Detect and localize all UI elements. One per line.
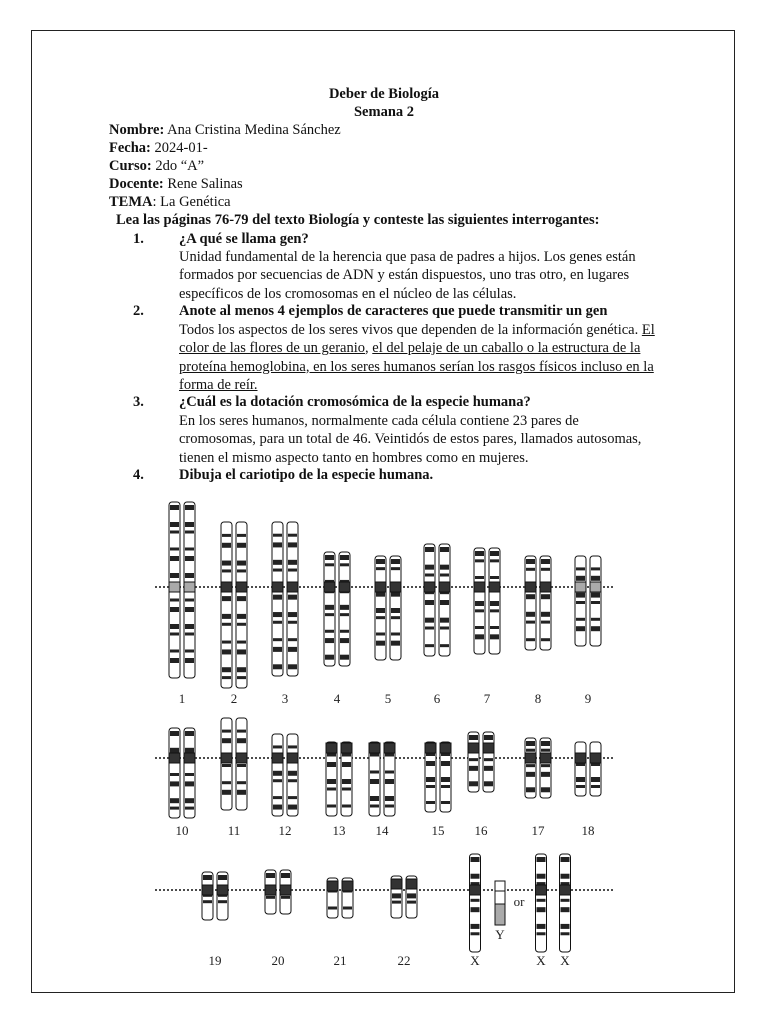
chromosome-label: 16 [474, 823, 488, 838]
chromosome-label: 14 [375, 823, 389, 838]
chromatid [339, 552, 350, 666]
chromatid [540, 738, 551, 798]
field-label: Curso: [109, 158, 152, 174]
chromosome-label: 7 [483, 691, 491, 706]
chromatid [575, 742, 586, 796]
question-number: 4. [133, 467, 144, 483]
chromatid [265, 870, 276, 914]
chromosome-label: 5 [384, 691, 392, 706]
chromatid [341, 742, 352, 816]
question-number: 2. [133, 303, 144, 319]
chromatid [483, 732, 494, 792]
chromosome-label: 13 [332, 823, 346, 838]
field-label: Docente: [109, 176, 164, 192]
answer-text [179, 321, 659, 394]
chromatid [287, 734, 298, 816]
field-value: Ana Cristina Medina Sánchez [164, 122, 341, 138]
answer-text: En los seres humanos, normalmente cada célula contiene 23 pares de cromosomas, para un total de 46. Veintidós de estos pares, llamados autosomas, tienen el mismo aspecto tanto en hombres como en mujeres. [179, 413, 642, 466]
chromosome-label: 15 [431, 823, 445, 838]
chromatid [489, 548, 500, 654]
chromatid [280, 870, 291, 914]
field-value: Rene Salinas [163, 176, 243, 192]
chromatid [221, 522, 232, 688]
chromatid [324, 552, 335, 666]
answer-separator: , [365, 340, 373, 357]
chromosome-label: 9 [584, 691, 592, 706]
chromatid [169, 502, 180, 678]
chromatid [272, 734, 283, 816]
answer-underlined: El color de las flores de un geranio [179, 322, 655, 357]
field-value: 2024-01- [150, 140, 208, 156]
field-tema [109, 194, 231, 211]
chromatid-y [495, 881, 505, 925]
chromosome-label: 1 [178, 691, 186, 706]
chromosome-label: 19 [208, 953, 222, 968]
document-subtitle: Semana 2 [353, 104, 415, 120]
chromosome-label: 20 [271, 953, 285, 968]
answer-underlined: el del pelaje de un caballo o la estructura de la proteína hemoglobina, en los seres humanos serían los rasgos físicos incluso en la forma de reír. [179, 340, 654, 393]
field-curso [109, 158, 204, 175]
chromatid [169, 728, 180, 818]
chromosome-label: 4 [333, 691, 341, 706]
chromatid [560, 854, 571, 952]
instruction-text: Lea las páginas 76-79 del texto Biología y conteste las siguientes interrogantes: [116, 212, 600, 228]
chromatid [425, 742, 436, 812]
question-title: Dibuja el cariotipo de la especie humana. [179, 467, 434, 483]
chromatid [384, 742, 395, 816]
question-number: 3. [133, 394, 144, 410]
chromatid [474, 548, 485, 654]
answer-text: Unidad fundamental de la herencia que pasa de padres a hijos. Los genes están formados por secuencias de ADN y están dispuestos, uno tras otro, en lugares específicos de los cromosomas en el núcleo de las células. [179, 249, 636, 302]
chromatid [590, 556, 601, 646]
chromatid [184, 728, 195, 818]
chromatid [424, 544, 435, 656]
chromosome-label: 12 [278, 823, 292, 838]
field-docente [109, 176, 243, 193]
answer-plain: Todos los aspectos de los seres vivos que dependen de la información genética. [179, 322, 642, 338]
chromatid [327, 878, 338, 918]
field-label: Fecha: [109, 140, 151, 156]
field-label: Nombre: [109, 122, 165, 138]
chromatid [406, 876, 417, 918]
document-title: Deber de Biología [328, 86, 440, 102]
chromosome-label: 3 [281, 691, 289, 706]
or-label: or [513, 894, 525, 909]
chromatid [287, 522, 298, 676]
chromosome-label: X [536, 953, 546, 968]
chromosome-label: 22 [397, 953, 411, 968]
karyotype-chromosomes [155, 502, 613, 952]
chromatid [272, 522, 283, 676]
question-title: Anote al menos 4 ejemplos de caracteres que puede transmitir un gen [179, 303, 608, 319]
chromatid [236, 522, 247, 688]
chromatid [525, 556, 536, 650]
chromosome-label: 11 [227, 823, 241, 838]
chromatid [536, 854, 547, 952]
chromatid [391, 876, 402, 918]
chromatid [326, 742, 337, 816]
field-nombre [109, 122, 341, 139]
chromosome-label: 10 [175, 823, 189, 838]
chromatid [342, 878, 353, 918]
chromosome-label: X [470, 953, 480, 968]
chromatid [575, 556, 586, 646]
chromosome-label: 8 [534, 691, 542, 706]
chromatid [439, 544, 450, 656]
chromatid [202, 872, 213, 920]
chromatid [236, 718, 247, 810]
chromatid [221, 718, 232, 810]
field-label: TEMA [109, 194, 153, 210]
karyotype-figure [155, 500, 615, 970]
field-value: : La Genética [152, 194, 231, 210]
chromosome-label: 21 [333, 953, 347, 968]
chromosome-label: 18 [581, 823, 595, 838]
chromatid [217, 872, 228, 920]
field-value: 2do “A” [151, 158, 205, 174]
question-number: 1. [133, 231, 144, 247]
chromosome-label: 17 [531, 823, 545, 838]
question-title: ¿Cuál es la dotación cromosómica de la especie humana? [179, 394, 531, 410]
chromatid [184, 502, 195, 678]
chromatid [390, 556, 401, 660]
chromatid [468, 732, 479, 792]
chromatid [369, 742, 380, 816]
chromosome-label: Y [495, 927, 505, 942]
chromatid [540, 556, 551, 650]
question-title: ¿A qué se llama gen? [179, 231, 309, 247]
chromosome-label: X [560, 953, 570, 968]
chromatid [375, 556, 386, 660]
chromatid [590, 742, 601, 796]
chromatid [470, 854, 481, 952]
chromosome-label: 2 [230, 691, 238, 706]
chromatid [440, 742, 451, 812]
field-fecha [109, 140, 208, 157]
chromatid [525, 738, 536, 798]
chromosome-label: 6 [433, 691, 441, 706]
